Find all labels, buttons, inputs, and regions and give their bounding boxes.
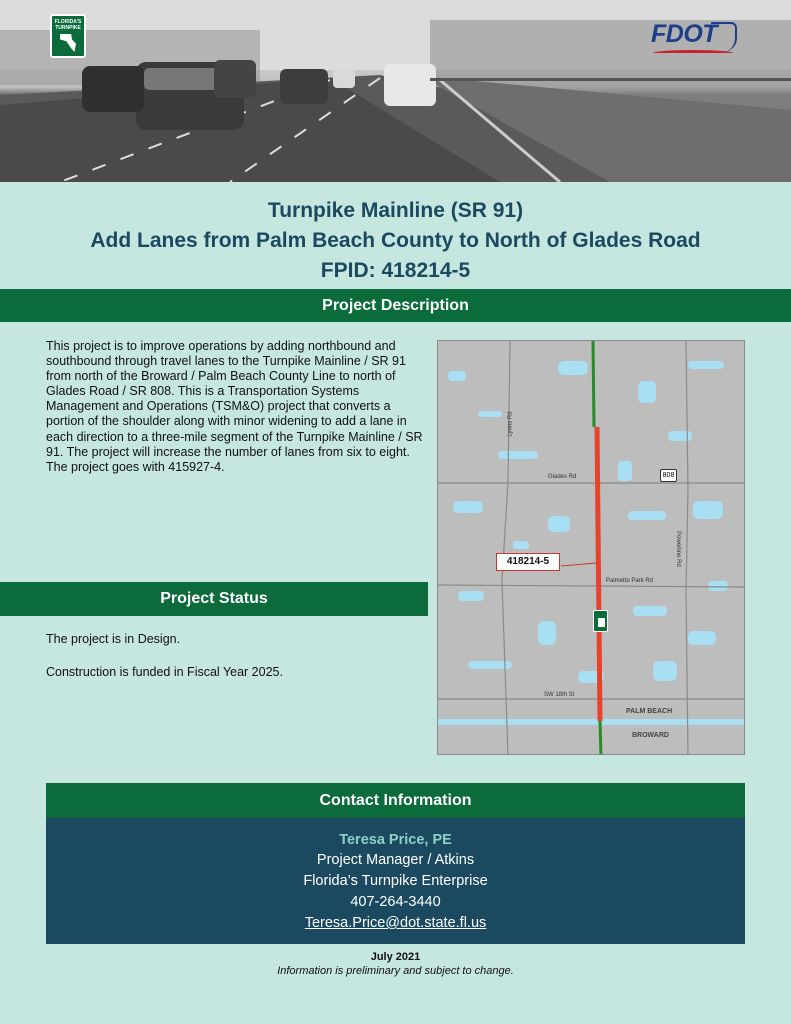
map-label-powerline-rd: Powerline Rd	[674, 531, 681, 567]
disclaimer-text: Information is preliminary and subject to change.	[277, 965, 514, 977]
florida-turnpike-logo	[50, 14, 86, 58]
map-label-broward: BROWARD	[632, 732, 669, 739]
fdot-swoosh-icon	[653, 50, 733, 56]
map-label-palmetto-park-rd: Palmetto Park Rd	[606, 578, 654, 584]
fdot-logo-text: FDOT	[651, 20, 718, 48]
turnpike-shield-icon	[593, 610, 608, 632]
map-label-glades-rd: Glades Rd	[548, 474, 577, 480]
status-funding: Construction is funded in Fiscal Year 2025.	[46, 665, 283, 679]
contact-organization: Florida’s Turnpike Enterprise	[303, 873, 488, 889]
project-description-text: This project is to improve operations by adding northbound and southbound through travel lanes to the Turnpike Mainline / SR 91 from north of the Broward / Palm Beach County Line to north of Glades Road / SR 808. This is a Transportation Systems Management and Operations (TSM&O) project that converts a portion of the shoulder along with minor widening to add a lane in each direction to a three-mile segment of the Turnpike Mainline / SR 91. The project will increase the number of lanes from six to eight. The project goes with 415927-4.	[46, 339, 423, 474]
fpid-map-callout: 418214-5	[496, 553, 560, 571]
contact-role: Project Manager / Atkins	[316, 852, 475, 868]
florida-shape-icon	[60, 34, 76, 52]
sr-808-route-shield: 808	[660, 469, 677, 482]
page-title	[0, 196, 791, 286]
contact-information-heading: Contact Information	[46, 783, 745, 818]
contact-panel	[46, 818, 745, 944]
contact-phone: 407-264-3440	[350, 894, 441, 910]
contact-email-link[interactable]: Teresa.Price@dot.state.fl.us	[304, 915, 487, 931]
title-line-2: Add Lanes from Palm Beach County to North of Glades Road	[90, 229, 701, 252]
contact-name: Teresa Price, PE	[339, 832, 452, 848]
status-design: The project is in Design.	[46, 632, 181, 646]
map-label-sw-18th-st: SW 18th St	[544, 692, 575, 698]
florida-outline-icon	[711, 22, 737, 52]
fdot-logo	[651, 20, 717, 49]
map-graphic	[438, 341, 745, 755]
project-location-map	[437, 340, 745, 755]
title-line-1: Turnpike Mainline (SR 91)	[267, 199, 524, 222]
project-status-heading: Project Status	[0, 582, 428, 616]
map-label-palm-beach: PALM BEACH	[626, 708, 673, 715]
header-photo	[0, 0, 791, 182]
publication-date: July 2021	[370, 951, 421, 963]
title-fpid: FPID: 418214-5	[320, 259, 471, 282]
turnpike-logo-text: FLORIDA'S TURNPIKE	[54, 19, 82, 31]
project-description-heading: Project Description	[0, 289, 791, 322]
map-label-lyons-rd: Lyons Rd	[507, 411, 514, 437]
